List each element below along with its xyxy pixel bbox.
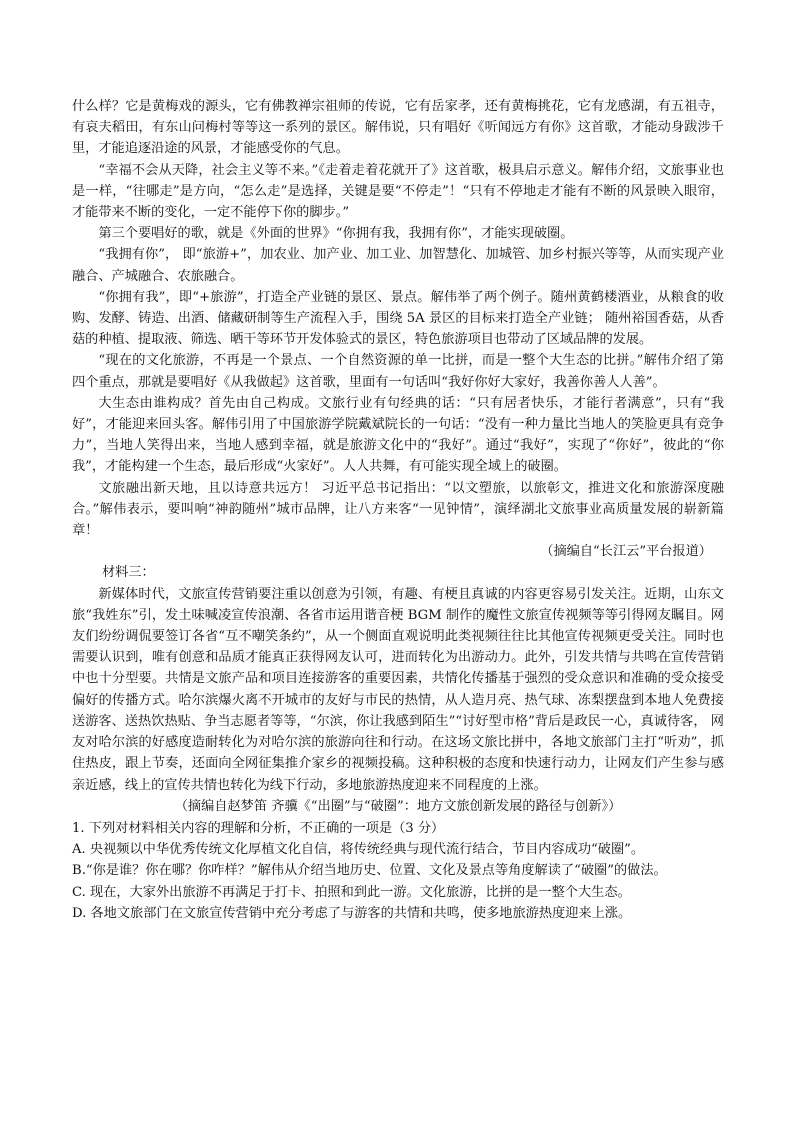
paragraph-i-have-you: “我拥有你”， 即“旅游+”，加农业、加产业、加工业、加智慧化、加城管、加乡村振兴等等，从而实现产业融合、产城融合、农旅融合。 — [72, 247, 724, 284]
paragraph-huangmei: 什么样？它是黄梅戏的源头，它有佛教禅宗祖师的传说，它有岳家孝，还有黄梅挑花，它有龙感湖，有五祖寺，有哀夫稻田，有东山问梅村等等这一系列的景区。解伟说，只有唱好《听闻远方有你》这首歌，才能动身跋涉千里，才能追逐沿途的风景，才能感受你的气息。 — [72, 99, 724, 157]
option-c: C. 现在，大家外出旅游不再满足于打卡、拍照和到此一游。文化旅游，比拼的是一整个大生态。 — [72, 884, 631, 900]
paragraph-ecology: “现在的文化旅游，不再是一个景点、一个自然资源的单一比拼，而是一整个大生态的比拼。”解伟介绍了第四个重点，那就是要唱好《从我做起》这首歌，里面有一句话叫“我好你好大家好，我善你善人人善”。 — [72, 353, 724, 390]
question-title: 1. 下列对材料相关内容的理解和分析，不正确的一项是（3 分） — [72, 820, 445, 836]
paragraph-happiness: “幸福不会从天降，社会主义等不来。”《走着走着花就开了》这首歌，极具启示意义。解伟介绍，文旅事业也是一样，“往哪走”是方向，“怎么走”是选择，关键是要“不停走”！“只有不停地走才能有不断的风景映入眼帘，才能带来不断的变化，一定不能停下你的脚步。” — [72, 162, 724, 221]
paragraph-big-ecology: 大生态由谁构成？首先由自己构成。文旅行业有句经典的话：“只有居者快乐，才能行者满意”，只有“我好”，才能迎来回头客。解伟引用了中国旅游学院戴斌院长的一句话：“没有一种力量比当地人的笑脸更具有竞争力”，当地人笑得出来，当地人感到幸福，就是旅游文化中的“我好”。通过“我好”，实现了“你好”，彼此的“你我”，才能构建一个生态，最后形成“火家好”。人人共舞，有可能实现全域上的破圈。 — [72, 395, 724, 475]
material3-paragraph: 新媒体时代，文旅宣传营销要注重以创意为引领，有趣、有梗且真诚的内容更容易引发关注。近期，山东文旅“我姓东”引，发土味喊凌宣传浪潮、各省市运用谐音梗 BGM 制作的魔性文旅宣传视频等等引得网友瞩目。网友们纷纷调侃要签订各省“互不嘲笑条约”，从一个侧面直观说明此类视频往往比其他宣传视频更受关注。同时也需要认识到，唯有创意和品质才能真正获得网友认可，进而转化为出游动力。此外，引发共情与共鸣在宣传营销中也十分型要。共情是文旅产品和项目连接游客的重要因素，共情化传播基于强烈的受众意识和准确的受众接受偏好的传播方式。哈尔滨爆火离不开城市的友好与市民的热情，从人造月亮、热气球、冻梨摆盘到本地人免费接送游客、送热饮热贴、争当志愿者等等，“尔滨，你让我感到陌生”“讨好型市格”背后是政民一心，真诚待客， 网友对哈尔滨的好感度造耐转化为对哈尔滨的旅游向往和行动。在这场文旅比拼中，各地文旅部门主打“听劝”，抓住热皮，跟上节奏，还面向全网征集推介家乡的视频投稿。这种积极的态度和快速行动力，让网友们产生参与感亲近感，线上的宣传共情也转化为线下行动，多地旅游热度迎来不同程度的上涨。 — [72, 586, 724, 793]
option-b: B.“你是谁？你在哪？你咋样？”解伟从介绍当地历史、位置、文化及景点等角度解读了“破圈”的做法。 — [72, 863, 667, 879]
material3-source: （摘编自赵梦笛 齐骥《“出圈”与“破圈”：地方文旅创新发展的路径与创新》） — [174, 798, 622, 814]
option-a: A. 央视频以中华优秀传统文化厚植文化自信，将传统经典与现代流行结合，节目内容成功“破圈”。 — [72, 842, 645, 858]
document-page — [72, 96, 724, 924]
paragraph-you-have-me: “你拥有我”，即“+旅游”，打造全产业链的景区、景点。解伟举了两个例子。随州黄鹤楼酒业，从粮食的收购、发酵、铸造、出酒、储藏研制等生产流程入手，围绕 5A 景区的目标来打造全产业链； 随州裕国香菇，从香菇的种植、提取液、筛选、晒干等环节开发体验式的景区，特色旅游项目也带动了区域品牌的发展。 — [72, 289, 724, 348]
material3-heading: 材料三： — [102, 565, 155, 581]
paragraph-third-song: 第三个要唱好的歌，就是《外面的世界》“你拥有我，我拥有你”，才能实现破圈。 — [98, 226, 574, 242]
option-d: D. 各地文旅部门在文旅宣传营销中充分考虑了与游客的共情和共鸣，使多地旅游热度迎来上涨。 — [72, 905, 632, 921]
material2-source: （摘编自“长江云”平台报道） — [540, 544, 712, 560]
paragraph-new-world: 文旅融出新天地，且以诗意共远方！ 习近平总书记指出：“以文塑旅，以旅彰文，推进文化和旅游深度融合。”解伟表示，要叫响“神韵随州”城市品牌，让八方来客“一见钟情”，演绎湖北文旅事业高质量发展的崭新篇章！ — [72, 480, 724, 539]
